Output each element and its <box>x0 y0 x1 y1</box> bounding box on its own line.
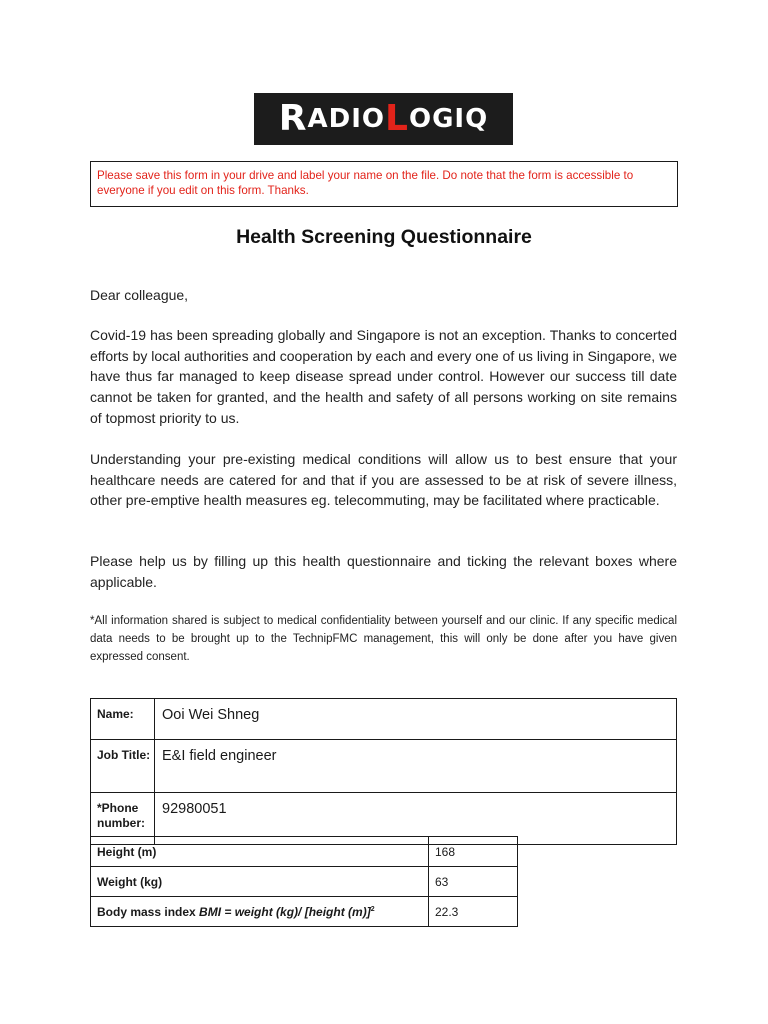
phone-label: *Phone number: <box>91 793 155 845</box>
height-row <box>91 837 518 867</box>
intro-paragraph: Covid-19 has been spreading globally and Singapore is not an exception. Thanks to concerted efforts by local authorities and cooperation by each and every one of us living in Singapore, we have thus far managed to keep disease spread under control. However our success till date cannot be taken for granted, and the health and safety of all persons working on site remains of topmost priority to us. <box>90 327 677 426</box>
height-field[interactable]: 168 <box>429 837 518 867</box>
save-form-notice: Please save this form in your drive and label your name on the file. Do note that the form is accessible to everyone if you edit on this form. Thanks. <box>90 161 678 207</box>
bmi-formula-exponent: 2 <box>370 905 375 913</box>
bmi-label <box>91 897 429 927</box>
name-field[interactable]: Ooi Wei Shneg <box>155 699 677 740</box>
confidentiality-note: *All information shared is subject to medical confidentiality between yourself and our clinic. If any specific medical data needs to be brought up to the TechnipFMC management, this will only be done after you have given expressed consent. <box>90 615 677 663</box>
job-title-row <box>91 740 677 793</box>
personal-details-table <box>90 698 677 845</box>
name-label: Name: <box>91 699 155 740</box>
purpose-paragraph: Understanding your pre-existing medical conditions will allow us to best ensure that your healthcare needs are catered for and that if you are assessed to be at risk of severe illness, other pre-emptive health measures eg. telecommuting, may be facilitated where practicable. <box>90 451 677 509</box>
request-paragraph: Please help us by filling up this health questionnaire and ticking the relevant boxes where applicable. <box>90 553 677 590</box>
bmi-field[interactable]: 22.3 <box>429 897 518 927</box>
height-label: Height (m) <box>91 837 429 867</box>
body-measurements-table <box>90 836 518 927</box>
page-title: Health Screening Questionnaire <box>236 226 532 248</box>
bmi-row <box>91 897 518 927</box>
job-title-field[interactable]: E&I field engineer <box>155 740 677 793</box>
radiologiq-logo <box>254 93 513 145</box>
logo-l: L <box>385 98 409 139</box>
bmi-label-text: Body mass index <box>97 904 200 919</box>
weight-label: Weight (kg) <box>91 867 429 897</box>
greeting: Dear colleague, <box>90 287 189 303</box>
name-row <box>91 699 677 740</box>
weight-field[interactable]: 63 <box>429 867 518 897</box>
logo-adio: ADIO <box>307 104 386 134</box>
weight-row <box>91 867 518 897</box>
phone-field[interactable]: 92980051 <box>155 793 677 845</box>
bmi-formula: BMI = weight (kg)/ [height (m)] <box>199 904 371 919</box>
job-title-label: Job Title: <box>91 740 155 793</box>
logo-ogiq: OGIQ <box>408 104 489 134</box>
logo-r: R <box>278 98 308 139</box>
